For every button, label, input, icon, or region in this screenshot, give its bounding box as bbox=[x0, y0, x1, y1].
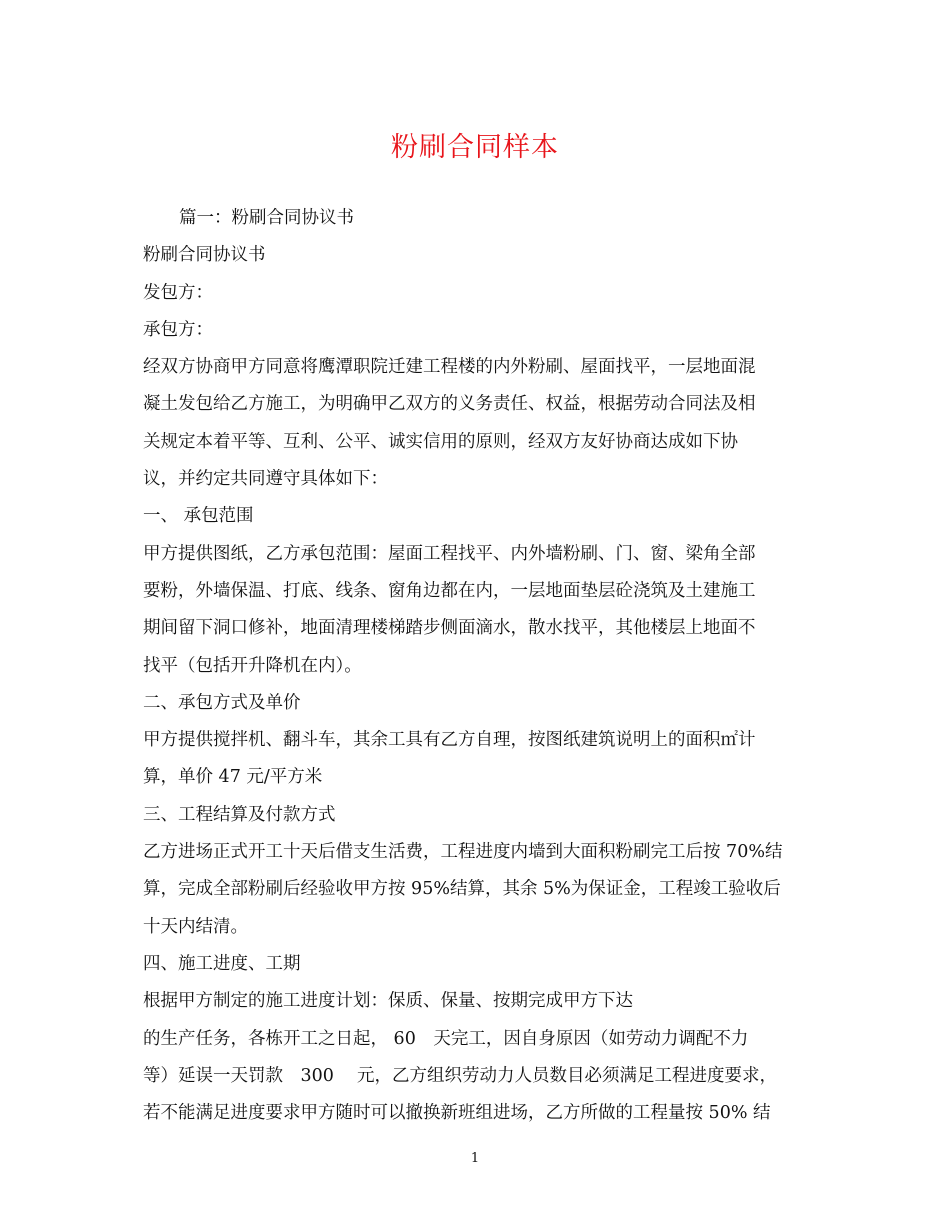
text-line: 凝土发包给乙方施工，为明确甲乙双方的义务责任、权益，根据劳动合同法及相 bbox=[143, 394, 756, 415]
text-line: 四、施工进度、工期 bbox=[143, 953, 301, 974]
text-line: 十天内结清。 bbox=[143, 916, 248, 937]
text-line: 期间留下洞口修补，地面清理楼梯踏步侧面滴水，散水找平，其他楼层上地面不 bbox=[143, 618, 756, 639]
text-line: 若不能满足进度要求甲方随时可以撤换新班组进场，乙方所做的工程量按 50% 结 bbox=[143, 1103, 771, 1124]
document-body bbox=[143, 200, 823, 1132]
text-line: 算，完成全部粉刷后经验收甲方按 95%结算，其余 5%为保证金，工程竣工验收后 bbox=[143, 879, 781, 900]
section-heading: 篇一：粉刷合同协议书 bbox=[179, 208, 354, 228]
text-line: 等）延误一天罚款 300 元，乙方组织劳动力人员数目必须满足工程进度要求， bbox=[143, 1065, 777, 1086]
document-title: 粉刷合同样本 bbox=[391, 132, 559, 163]
text-line: 乙方进场正式开工十天后借支生活费，工程进度内墙到大面积粉刷完工后按 70%结 bbox=[143, 842, 783, 863]
text-line: 甲方提供图纸，乙方承包范围：屋面工程找平、内外墙粉刷、门、窗、梁角全部 bbox=[143, 543, 756, 564]
text-line: 承包方： bbox=[143, 319, 213, 340]
text-line: 甲方提供搅拌机、翻斗车，其余工具有乙方自理，按图纸建筑说明上的面积㎡计 bbox=[143, 730, 756, 751]
text-line: 三、工程结算及付款方式 bbox=[143, 804, 336, 825]
text-line: 粉刷合同协议书 bbox=[143, 245, 266, 266]
text-line: 关规定本着平等、互利、公平、诚实信用的原则，经双方友好协商达成如下协 bbox=[143, 431, 738, 452]
text-line: 要粉，外墙保温、打底、线条、窗角边都在内，一层地面垫层砼浇筑及土建施工 bbox=[143, 580, 756, 601]
text-line: 一、 承包范围 bbox=[143, 506, 254, 527]
text-line: 找平（包括开升降机在内）。 bbox=[143, 655, 362, 676]
text-line: 根据甲方制定的施工进度计划：保质、保量、按期完成甲方下达 bbox=[143, 991, 633, 1012]
text-line: 的生产任务，各栋开工之日起， 60 天完工，因自身原因（如劳动力调配不力 bbox=[143, 1028, 749, 1049]
text-line: 发包方： bbox=[143, 282, 213, 303]
text-line: 经双方协商甲方同意将鹰潭职院迁建工程楼的内外粉刷、屋面找平，一层地面混 bbox=[143, 357, 756, 378]
text-line: 算，单价 47 元/平方米 bbox=[143, 767, 323, 788]
text-line: 二、承包方式及单价 bbox=[143, 692, 301, 713]
page-number: 1 bbox=[470, 1151, 480, 1166]
text-line: 议，并约定共同遵守具体如下： bbox=[143, 469, 388, 490]
